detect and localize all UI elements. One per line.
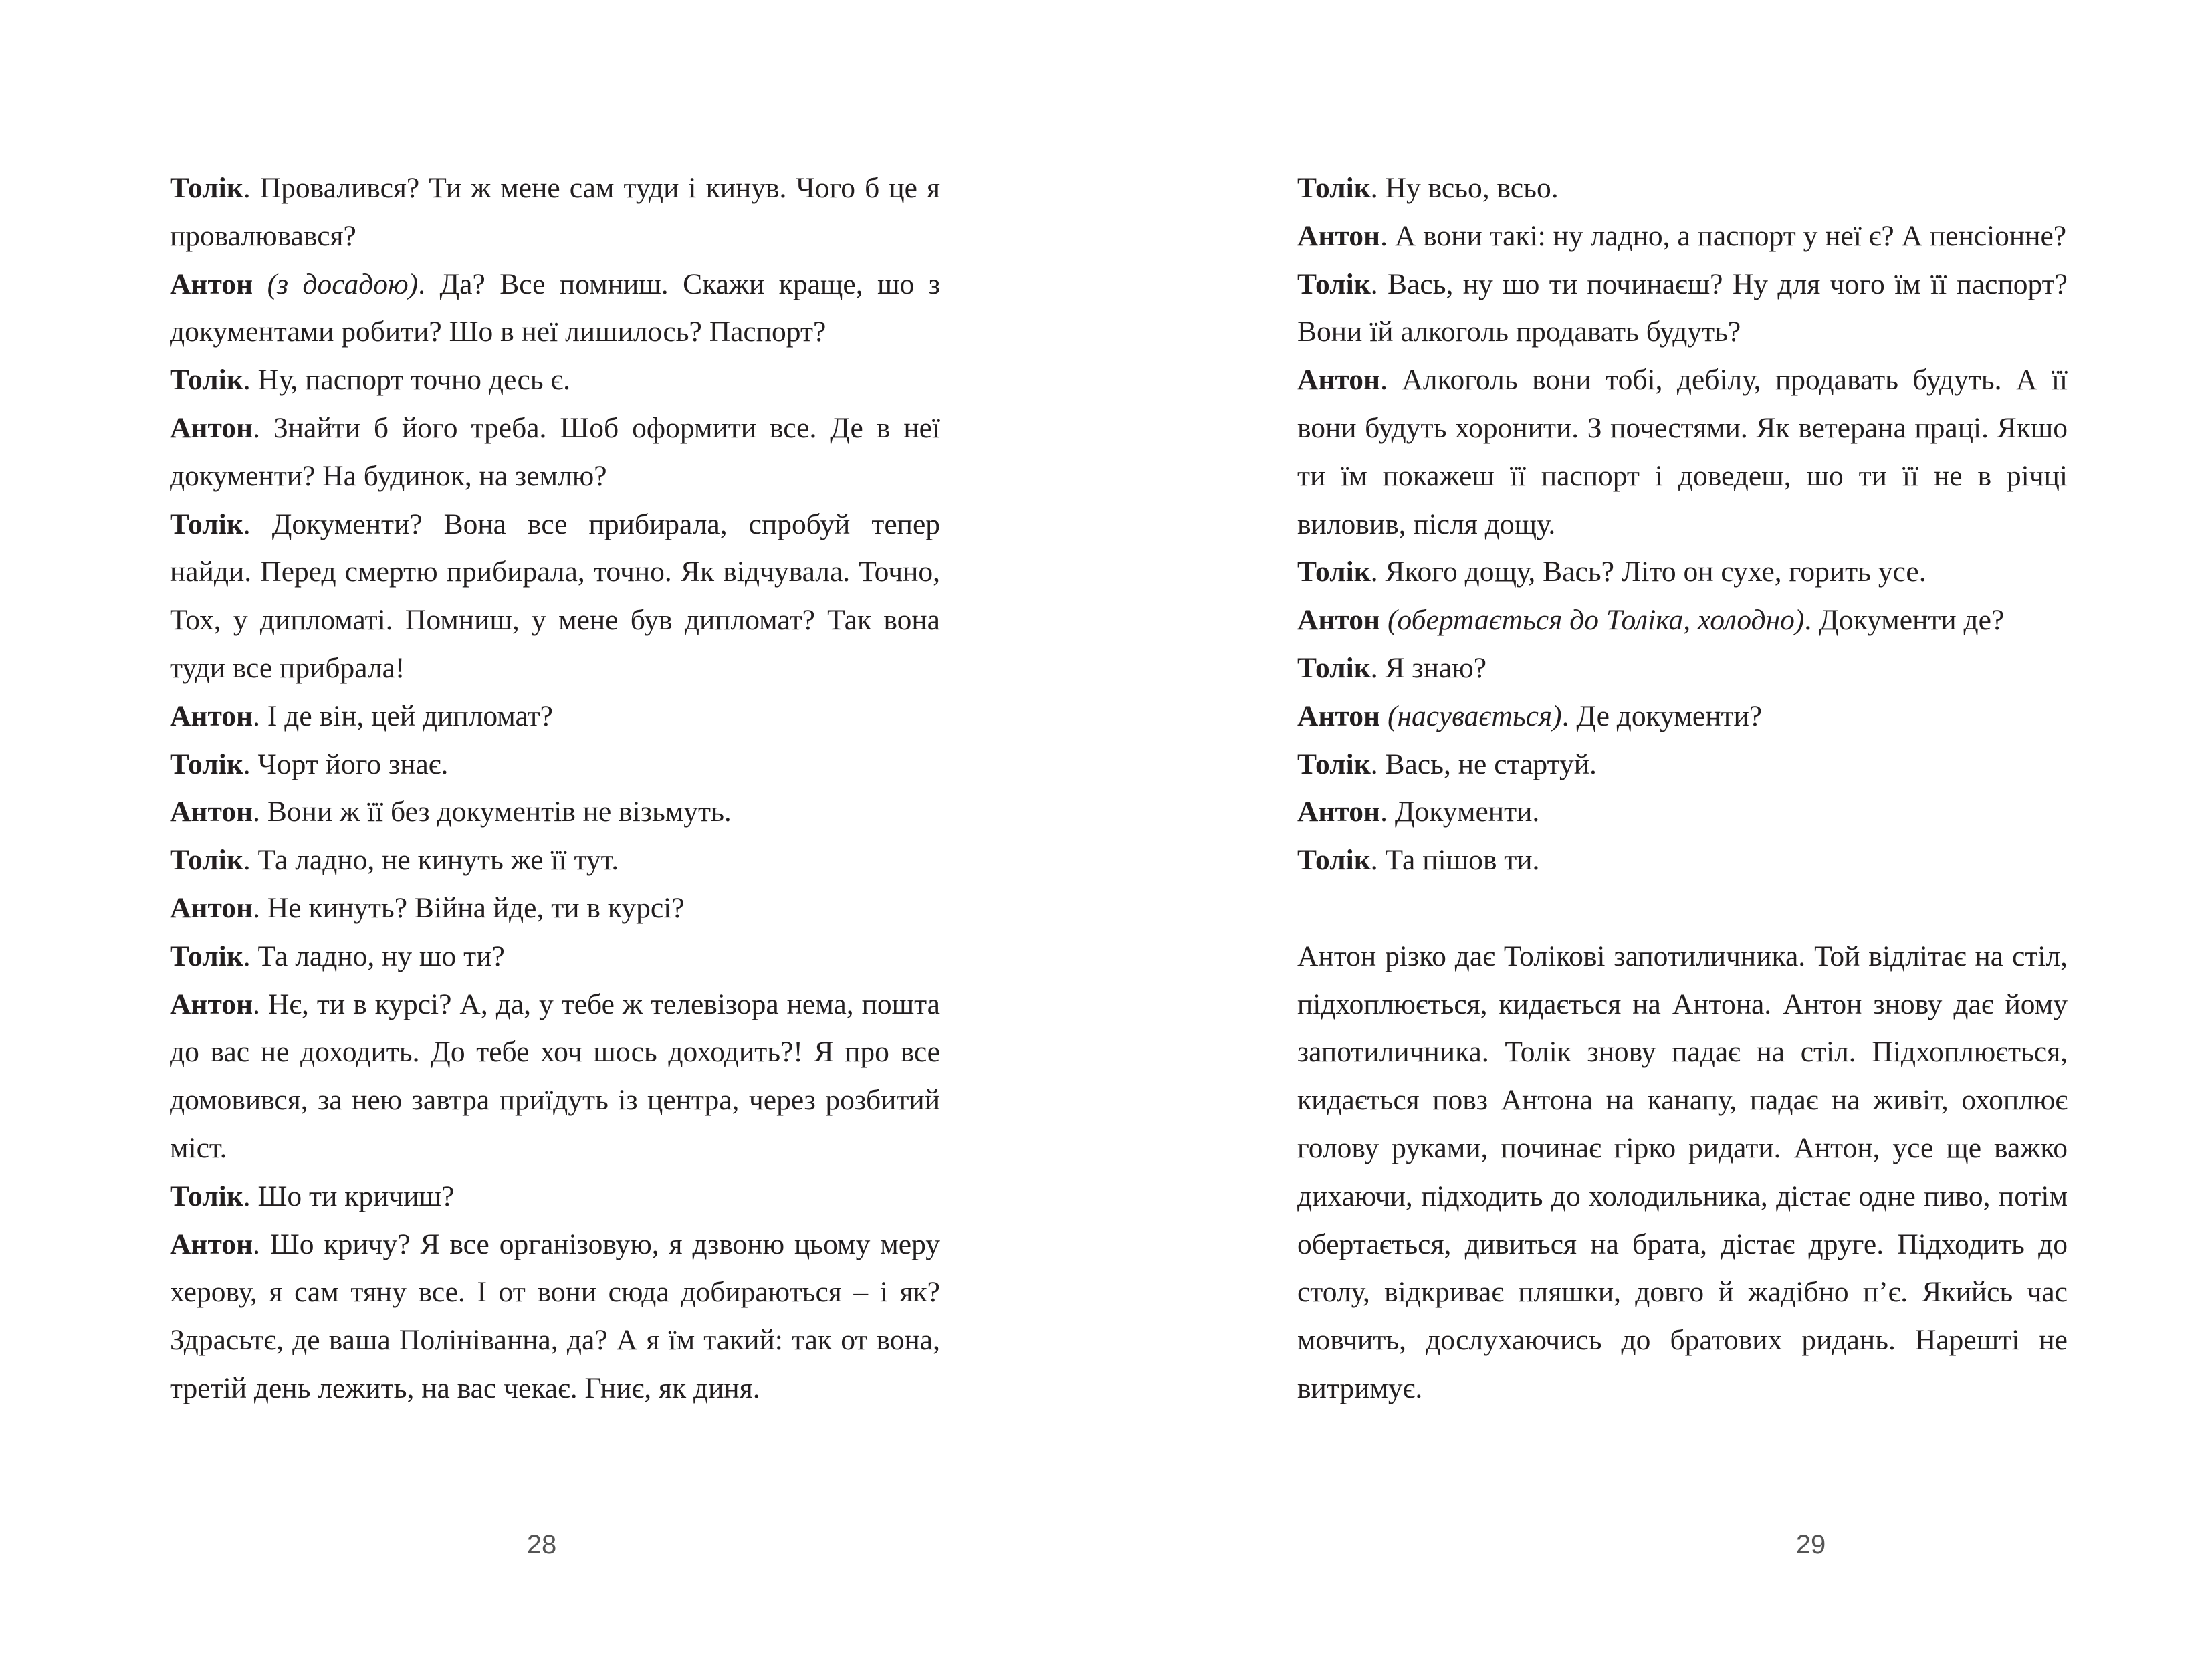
dialogue-line	[170, 261, 940, 357]
dialogue-text: . А вони такі: ну ладно, а паспорт у неї є? А пенсіонне?	[1380, 219, 2067, 252]
dialogue-line	[1297, 213, 2068, 261]
page-number-left: 28	[526, 1530, 557, 1559]
speaker-name: Антон	[170, 796, 253, 828]
speaker-name: Толік	[170, 939, 243, 972]
dialogue-line	[1297, 788, 2068, 837]
dialogue-text: . Та ладно, ну шо ти?	[243, 939, 505, 972]
dialogue-text: . Я знаю?	[1370, 651, 1487, 684]
dialogue-text: . Якого дощу, Вась? Літо он сухе, горить усе.	[1370, 556, 1926, 588]
dialogue-line	[170, 885, 940, 933]
page-number-right: 29	[1795, 1530, 1826, 1559]
dialogue-line	[170, 693, 940, 741]
dialogue-line	[170, 1221, 940, 1413]
dialogue-line	[1297, 261, 2068, 357]
dialogue-text: . Да? Все помниш. Скажи краще, шо з документами робити? Шо в неї лишилось? Паспорт?	[170, 267, 940, 348]
dialogue-text: . Ну, паспорт точно десь є.	[243, 364, 571, 397]
dialogue-text: . Знайти б його треба. Шоб оформити все. Де в неї документи? На будинок, на землю?	[170, 411, 940, 492]
paragraph-gap	[1297, 885, 2068, 933]
speaker-name: Толік	[170, 844, 243, 877]
dialogue-line	[170, 788, 940, 837]
right-page	[1106, 0, 2212, 1659]
dialogue-line	[170, 405, 940, 501]
speaker-name: Антон	[1297, 699, 1381, 732]
dialogue-line	[1297, 837, 2068, 885]
dialogue-line	[170, 356, 940, 405]
narration-paragraph: Антон різко дає Толікові запотиличника. Той відлітає на стіл, підхоплюється, кидається на Антона. Антон знову дає йому запотиличника. Толік знову падає на стіл. Підхоплюється, кидається повз Антона на канапу, падає на живіт, охоплює голову руками, починає гірко ридати. Антон, усе ще важко дихаючи, підходить до холодильника, дістає одне пиво, потім обертається, дивиться на брата, дістає друге. Підходить до столу, відкриває пляшки, довго й жадібно п’є. Якийсь час мовчить, дослухаючись до братових ридань. Нарешті не витримує.	[1297, 939, 2068, 1404]
dialogue-text: . Ну всьо, всьо.	[1370, 172, 1559, 204]
speaker-name: Толік	[170, 508, 243, 540]
speaker-name: Антон	[1297, 604, 1381, 637]
dialogue-text: . Вась, не стартуй.	[1370, 748, 1597, 780]
dialogue-text: . Шо ти кричиш?	[243, 1180, 455, 1212]
dialogue-text: . І де він, цей дипломат?	[253, 699, 553, 732]
stage-direction: (з досадою)	[267, 267, 419, 300]
dialogue-line	[170, 1173, 940, 1221]
dialogue-line	[1297, 356, 2068, 548]
right-page-text	[1297, 164, 2068, 1413]
speaker-name: Толік	[1297, 651, 1371, 684]
dialogue-text: . Не кинуть? Війна йде, ти в курсі?	[253, 891, 685, 924]
speaker-name: Антон	[1297, 219, 1381, 252]
speaker-name: Антон	[170, 411, 253, 444]
dialogue-line	[1297, 645, 2068, 693]
dialogue-text: . Алкоголь вони тобі, дебілу, продавать будуть. А її вони будуть хоронити. З почестями. Як ветерана праці. Якшо ти їм покажеш її паспорт і доведеш, шо ти її не в річці виловив, після дощу.	[1297, 364, 2068, 540]
dialogue-line	[1297, 596, 2068, 645]
dialogue-text: . Нє, ти в курсі? А, да, у тебе ж телевізора нема, пошта до вас не доходить. До тебе хоч шось доходить?! Я про все домовився, за нею завтра приїдуть із центра, через розбитий міст.	[170, 988, 940, 1164]
dialogue-text: . Провалився? Ти ж мене сам туди і кинув. Чого б це я провалювався?	[170, 172, 940, 252]
speaker-name: Толік	[1297, 172, 1371, 204]
speaker-name: Толік	[170, 748, 243, 780]
dialogue-line	[170, 837, 940, 885]
dialogue-text: . Чорт його знає.	[243, 748, 449, 780]
speaker-name: Антон	[1297, 796, 1381, 828]
speaker-name: Толік	[1297, 844, 1371, 877]
speaker-name: Толік	[170, 1180, 243, 1212]
speaker-name: Антон	[170, 891, 253, 924]
speaker-name: Толік	[1297, 748, 1371, 780]
dialogue-text: . Вась, ну шо ти починаєш? Ну для чого їм її паспорт? Вони їй алкоголь продавать будуть?	[1297, 267, 2068, 348]
speaker-name: Толік	[170, 364, 243, 397]
dialogue-line	[170, 933, 940, 981]
dialogue-text: . Та пішов ти.	[1370, 844, 1540, 877]
dialogue-line	[1297, 693, 2068, 741]
dialogue-text: . Документи.	[1380, 796, 1540, 828]
dialogue-text: . Документи де?	[1804, 604, 2005, 637]
dialogue-text: . Вони ж її без документів не візьмуть.	[253, 796, 732, 828]
speaker-name: Толік	[1297, 556, 1371, 588]
speaker-name: Антон	[170, 988, 253, 1020]
dialogue-text: . Де документи?	[1561, 699, 1763, 732]
dialogue-line	[1297, 741, 2068, 789]
dialogue-line	[170, 741, 940, 789]
speaker-name: Антон	[170, 699, 253, 732]
dialogue-line	[170, 164, 940, 261]
dialogue-line	[1297, 164, 2068, 213]
stage-direction: (насувається)	[1387, 699, 1562, 732]
dialogue-text: . Шо кричу? Я все організовую, я дзвоню цьому меру херову, я сам тяну все. І от вони сюда добираються – і як? Здрасьтє, де ваша Полініванна, да? А я їм такий: так от вона, третій день лежить, на вас чекає. Гниє, як диня.	[170, 1228, 940, 1404]
left-page-text	[170, 164, 940, 1413]
speaker-name: Антон	[170, 1228, 253, 1260]
dialogue-text: . Документи? Вона все прибирала, спробуй тепер найди. Перед смертю прибирала, точно. Як відчувала. Точно, Тох, у дипломаті. Помниш, у мене був дипломат? Так вона туди все прибрала!	[170, 508, 940, 684]
dialogue-text: . Та ладно, не кинуть же її тут.	[243, 844, 619, 877]
dialogue-line	[1297, 548, 2068, 596]
speaker-name: Антон	[170, 267, 253, 300]
stage-direction: (обертається до Толіка, холодно)	[1387, 604, 1805, 637]
speaker-name: Толік	[170, 172, 243, 204]
speaker-name: Толік	[1297, 267, 1371, 300]
speaker-name: Антон	[1297, 364, 1381, 397]
dialogue-line	[170, 501, 940, 693]
dialogue-line	[170, 981, 940, 1173]
